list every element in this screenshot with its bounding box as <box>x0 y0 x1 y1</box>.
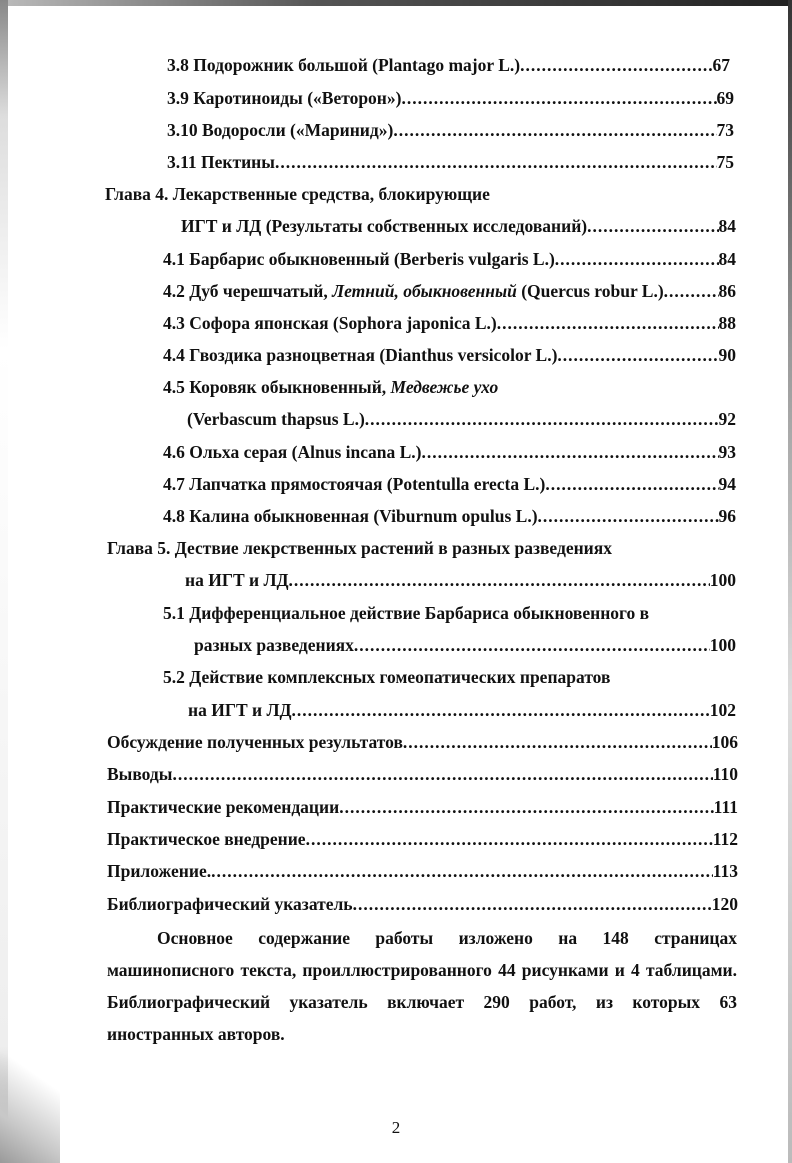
toc-entry-4-2: 4.2 Дуб черешчатый, Летний, обыкновенный (Quercus robur L.) ..... 86 <box>163 280 736 302</box>
scan-corner-shadow <box>0 1043 60 1163</box>
summary-paragraph: Основное содержание работы изложено на 148 страницах машинописного текста, проиллюстрированного 44 рисунками и 4 таблицами. Библиографический указатель включает 290 работ, из которых 63 иностранных авторов. <box>107 928 737 1044</box>
scan-edge-top <box>0 0 792 6</box>
scan-edge-left <box>0 0 8 1163</box>
toc-chapter-4: Глава 4. Лекарственные средства, блокирующие <box>105 184 490 204</box>
toc-bibliography: Библиографический указатель ..... 120 <box>107 893 738 915</box>
toc-appendix: Приложение. ..... 113 <box>107 860 738 882</box>
toc-discussion: Обсуждение полученных результатов ..... 106 <box>107 731 738 753</box>
toc-chapter-5-cont: на ИГТ и ЛД ..... 100 <box>185 569 736 591</box>
toc-entry-4-5-cont: (Verbascum thapsus L.) ..... 92 <box>187 408 736 430</box>
toc-entry-5-2-cont: на ИГТ и ЛД ..... 102 <box>188 699 736 721</box>
toc-entry-4-7: 4.7 Лапчатка прямостоячая (Potentulla erecta L.) ..... 94 <box>163 473 736 495</box>
toc-entry-3-10: 3.10 Водоросли («Маринид») ..... 73 <box>167 119 734 141</box>
toc-entry-5-1-cont: разных разведениях ..... 100 <box>194 634 736 656</box>
scan-edge-right <box>788 0 792 1163</box>
toc-entry-3-8: 3.8 Подорожник большой (Plantago major L.) ..... 67 <box>167 54 730 76</box>
page-number: 2 <box>391 1118 401 1137</box>
toc-implementation: Практическое внедрение ..... 112 <box>107 828 738 850</box>
toc-entry-5-2: 5.2 Действие комплексных гомеопатических препаратов <box>163 667 611 687</box>
toc-entry-3-11: 3.11 Пектины ..... 75 <box>167 151 734 173</box>
toc-entry-4-5: 4.5 Коровяк обыкновенный, Медвежье ухо <box>163 377 499 397</box>
toc-entry-3-9: 3.9 Каротиноиды («Веторон») ..... 69 <box>167 87 734 109</box>
toc-entry-4-8: 4.8 Калина обыкновенная (Viburnum opulus L.) ..... 96 <box>163 505 736 527</box>
toc-recommendations: Практические рекомендации ..... 111 <box>107 796 738 818</box>
toc-entry-4-4: 4.4 Гвоздика разноцветная (Dianthus versicolor L.) ..... 90 <box>163 344 736 366</box>
toc-entry-4-3: 4.3 Софора японская (Sophora japonica L.) ..... 88 <box>163 312 736 334</box>
toc-chapter-5: Глава 5. Дествие лекрственных растений в разных разведениях <box>107 538 612 558</box>
toc-chapter-4-cont: ИГТ и ЛД (Результаты собственных исследований) ..... 84 <box>181 215 736 237</box>
toc-entry-5-1: 5.1 Дифференциальное действие Барбариса обыкновенного в <box>163 603 650 623</box>
toc-entry-4-6: 4.6 Ольха серая (Alnus incana L.) ..... 93 <box>163 441 736 463</box>
toc-conclusions: Выводы ..... 110 <box>107 763 738 785</box>
toc-entry-4-1: 4.1 Барбарис обыкновенный (Berberis vulgaris L.) ..... 84 <box>163 248 736 270</box>
